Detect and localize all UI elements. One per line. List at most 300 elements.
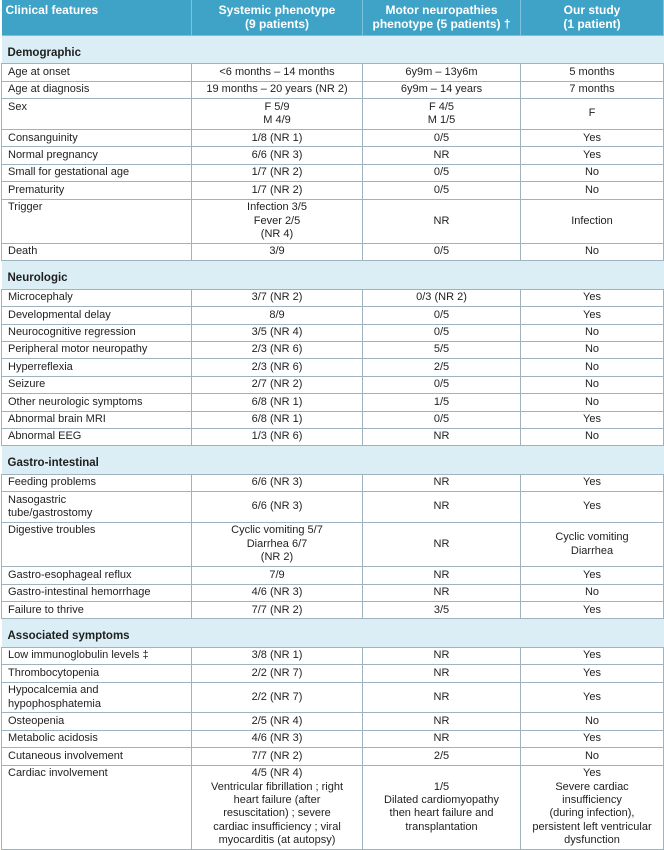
table-row — [2, 765, 664, 849]
cell-text: NR — [433, 476, 450, 489]
cell-text: 2/3 (NR 6) — [251, 360, 303, 373]
cell-motor — [363, 243, 521, 260]
section-title: Demographic — [2, 36, 664, 64]
cell-feature — [2, 164, 192, 181]
table-row — [2, 182, 664, 199]
cell-text: 0/5 — [433, 413, 450, 426]
cell-text: myocarditis (at autopsy) — [218, 834, 336, 847]
cell-motor — [363, 522, 521, 566]
cell-text: 1/5 — [433, 395, 450, 408]
cell-text: 6/6 (NR 3) — [251, 500, 303, 513]
cell-text: NR — [433, 586, 450, 599]
cell-feature — [2, 474, 192, 491]
cell-motor — [363, 602, 521, 619]
cell-text: NR — [433, 500, 450, 513]
cell-motor — [363, 748, 521, 765]
cell-ours — [521, 341, 664, 358]
header-label: Motor neuropathies — [385, 3, 498, 17]
cell-feature — [2, 522, 192, 566]
cell-text: M 4/9 — [263, 114, 291, 127]
cell-feature — [2, 81, 192, 98]
cell-text: 2/5 (NR 4) — [251, 714, 303, 727]
cell-text: Consanguinity — [8, 131, 78, 144]
cell-text: Digestive troubles — [8, 524, 96, 537]
cell-text: (NR 2) — [260, 551, 294, 564]
cell-feature — [2, 182, 192, 199]
cell-text: 7/9 — [269, 568, 285, 581]
cell-text: Sex — [8, 100, 27, 113]
cell-motor — [363, 199, 521, 243]
cell-text: 2/7 (NR 2) — [251, 378, 303, 391]
cell-motor — [363, 665, 521, 682]
cell-text: cardiac insufficiency ; viral — [213, 820, 341, 833]
cell-text: Osteopenia — [8, 714, 65, 727]
cell-systemic — [192, 147, 363, 164]
header-clinical-features — [2, 0, 192, 36]
cell-ours — [521, 584, 664, 601]
cell-systemic — [192, 376, 363, 393]
cell-text: 0/5 — [433, 183, 450, 196]
cell-motor — [363, 428, 521, 445]
cell-systemic — [192, 602, 363, 619]
cell-systemic — [192, 730, 363, 747]
header-label: Our study — [563, 3, 621, 17]
cell-text: 5/5 — [433, 343, 450, 356]
table-row — [2, 99, 664, 130]
cell-feature — [2, 411, 192, 428]
cell-text: Trigger — [8, 201, 43, 214]
cell-ours — [521, 289, 664, 306]
cell-systemic — [192, 199, 363, 243]
cell-text: Yes — [583, 131, 601, 144]
table-row — [2, 522, 664, 566]
cell-ours — [521, 765, 664, 849]
cell-ours — [521, 730, 664, 747]
cell-motor — [363, 682, 521, 713]
section-row — [2, 261, 664, 289]
cell-text: transplantation — [405, 820, 478, 833]
table-row — [2, 567, 664, 584]
table-row — [2, 164, 664, 181]
cell-text: 3/9 — [269, 245, 285, 258]
cell-text: Neurocognitive regression — [8, 326, 136, 338]
cell-feature — [2, 602, 192, 619]
cell-text: 3/8 (NR 1) — [251, 649, 303, 662]
cell-text: <6 months – 14 months — [219, 65, 335, 78]
section-row — [2, 36, 664, 64]
cell-text: Hyperreflexia — [8, 360, 73, 373]
section-title: Associated symptoms — [2, 619, 664, 647]
cell-ours — [521, 243, 664, 260]
section-title: Gastro-intestinal — [2, 446, 664, 474]
section-row — [2, 446, 664, 474]
cell-text: 1/8 (NR 1) — [251, 131, 303, 144]
cell-text: 0/3 (NR 2) — [416, 291, 467, 304]
cell-text: Yes — [583, 291, 601, 304]
cell-feature — [2, 682, 192, 713]
cell-text: Cardiac involvement — [8, 767, 108, 780]
cell-feature — [2, 748, 192, 765]
cell-text: Infection 3/5 — [247, 201, 307, 214]
cell-text: Yes — [583, 568, 601, 581]
cell-text: Abnormal EEG — [8, 430, 82, 443]
cell-text: Abnormal brain MRI — [8, 413, 106, 426]
cell-feature — [2, 130, 192, 147]
cell-systemic — [192, 359, 363, 376]
cell-text: then heart failure and — [389, 807, 494, 820]
table-row — [2, 307, 664, 324]
header-sublabel: (1 patient) — [563, 17, 621, 31]
cell-text: Thrombocytopenia — [8, 666, 100, 679]
cell-text: Seizure — [8, 378, 46, 391]
cell-text: F 5/9 — [264, 100, 290, 113]
cell-text: hypophosphatemia — [8, 697, 101, 710]
cell-text: Cutaneous involvement — [8, 749, 123, 762]
cell-text: 2/3 (NR 6) — [251, 343, 303, 356]
cell-ours — [521, 164, 664, 181]
clinical-features-table — [1, 0, 664, 850]
cell-text: F 4/5 — [428, 100, 455, 113]
cell-feature — [2, 428, 192, 445]
cell-feature — [2, 730, 192, 747]
cell-ours — [521, 647, 664, 664]
cell-feature — [2, 324, 192, 341]
cell-feature — [2, 492, 192, 523]
cell-text: No — [584, 395, 600, 408]
cell-text: Yes — [583, 649, 601, 662]
cell-ours — [521, 567, 664, 584]
cell-systemic — [192, 243, 363, 260]
cell-systemic — [192, 289, 363, 306]
cell-text: No — [584, 343, 600, 356]
cell-text: Gastro-intestinal hemorrhage — [8, 586, 151, 599]
header-sublabel: phenotype (5 patients) † — [372, 17, 511, 31]
cell-systemic — [192, 748, 363, 765]
cell-systemic — [192, 64, 363, 81]
cell-ours — [521, 307, 664, 324]
cell-feature — [2, 584, 192, 601]
cell-text: No — [584, 749, 600, 762]
cell-systemic — [192, 584, 363, 601]
cell-systemic — [192, 411, 363, 428]
cell-feature — [2, 307, 192, 324]
cell-text: NR — [433, 714, 450, 727]
cell-text: F — [588, 107, 596, 120]
cell-ours — [521, 602, 664, 619]
cell-motor — [363, 411, 521, 428]
cell-systemic — [192, 647, 363, 664]
cell-motor — [363, 359, 521, 376]
cell-ours — [521, 182, 664, 199]
table-row — [2, 64, 664, 81]
cell-text: Microcephaly — [8, 291, 73, 304]
cell-text: 4/6 (NR 3) — [251, 732, 303, 745]
cell-text: NR — [433, 214, 450, 227]
cell-text: 2/2 (NR 7) — [251, 690, 303, 703]
cell-systemic — [192, 130, 363, 147]
table-row — [2, 289, 664, 306]
table-row — [2, 682, 664, 713]
cell-systemic — [192, 324, 363, 341]
cell-text: Age at onset — [8, 65, 70, 78]
cell-ours — [521, 428, 664, 445]
cell-text: Other neurologic symptoms — [8, 395, 143, 408]
cell-feature — [2, 647, 192, 664]
cell-systemic — [192, 713, 363, 730]
cell-text: 0/5 — [433, 326, 450, 338]
cell-motor — [363, 324, 521, 341]
cell-text: No — [584, 586, 600, 599]
table-row — [2, 394, 664, 411]
table-row — [2, 730, 664, 747]
table-row — [2, 602, 664, 619]
cell-text: No — [584, 166, 600, 179]
table-row — [2, 647, 664, 664]
cell-text: NR — [433, 430, 450, 443]
cell-text: Gastro-esophageal reflux — [8, 568, 132, 581]
cell-text: Dilated cardiomyopathy — [384, 793, 499, 806]
cell-motor — [363, 81, 521, 98]
section-title: Neurologic — [2, 261, 664, 289]
cell-text: Yes — [583, 603, 601, 616]
cell-text: Failure to thrive — [8, 603, 84, 616]
cell-text: Infection — [571, 214, 613, 227]
cell-ours — [521, 411, 664, 428]
cell-text: No — [584, 360, 600, 373]
cell-text: 7/7 (NR 2) — [251, 749, 303, 762]
cell-ours — [521, 130, 664, 147]
cell-text: 0/5 — [433, 166, 450, 179]
cell-text: Nasogastric — [8, 493, 67, 506]
table-row — [2, 341, 664, 358]
cell-motor — [363, 130, 521, 147]
cell-text: NR — [433, 568, 450, 581]
cell-systemic — [192, 164, 363, 181]
cell-ours — [521, 474, 664, 491]
cell-text: NR — [433, 666, 450, 679]
cell-systemic — [192, 474, 363, 491]
cell-motor — [363, 647, 521, 664]
cell-text: Diarrhea 6/7 — [246, 537, 308, 550]
cell-systemic — [192, 182, 363, 199]
cell-motor — [363, 713, 521, 730]
table-body — [2, 36, 664, 850]
cell-text: Yes — [583, 767, 601, 780]
cell-systemic — [192, 567, 363, 584]
header-sublabel: (9 patients) — [244, 17, 309, 31]
cell-text: Yes — [583, 666, 601, 679]
cell-text: 1/5 — [433, 780, 450, 793]
cell-text: resuscitation) ; severe — [223, 807, 331, 820]
cell-text: 0/5 — [433, 378, 450, 391]
cell-text: 7/7 (NR 2) — [251, 603, 303, 616]
cell-text: NR — [433, 148, 450, 161]
cell-text: Fever 2/5 — [253, 214, 301, 227]
cell-systemic — [192, 665, 363, 682]
cell-ours — [521, 64, 664, 81]
cell-text: 6/6 (NR 3) — [251, 476, 303, 489]
cell-ours — [521, 147, 664, 164]
cell-text: Yes — [583, 148, 601, 161]
cell-text: Small for gestational age — [8, 166, 130, 179]
cell-text: 3/5 (NR 4) — [251, 326, 303, 338]
cell-ours — [521, 713, 664, 730]
cell-text: 1/7 (NR 2) — [251, 166, 303, 179]
cell-feature — [2, 665, 192, 682]
cell-ours — [521, 359, 664, 376]
cell-systemic — [192, 492, 363, 523]
cell-feature — [2, 359, 192, 376]
cell-text: Diarrhea — [570, 544, 614, 557]
cell-text: heart failure (after — [233, 793, 321, 806]
cell-motor — [363, 182, 521, 199]
cell-text: Ventricular fibrillation ; right — [210, 780, 344, 793]
cell-text: (NR 4) — [260, 227, 294, 240]
cell-motor — [363, 164, 521, 181]
cell-text: No — [584, 183, 600, 196]
cell-text: Yes — [583, 500, 601, 513]
cell-text: Yes — [583, 476, 601, 489]
cell-text: Cyclic vomiting — [555, 531, 629, 544]
cell-feature — [2, 394, 192, 411]
cell-text: Death — [8, 245, 38, 258]
cell-text: 2/2 (NR 7) — [251, 666, 303, 679]
cell-text: 1/7 (NR 2) — [251, 183, 303, 196]
header-label: Systemic phenotype — [218, 3, 336, 17]
header-row — [2, 0, 664, 36]
table-row — [2, 376, 664, 393]
table-row — [2, 130, 664, 147]
table-row — [2, 411, 664, 428]
cell-motor — [363, 584, 521, 601]
cell-ours — [521, 682, 664, 713]
cell-ours — [521, 748, 664, 765]
table-row — [2, 147, 664, 164]
header-systemic-phenotype — [192, 0, 363, 36]
cell-text: Yes — [583, 413, 601, 426]
cell-text: Prematurity — [8, 183, 65, 196]
cell-motor — [363, 567, 521, 584]
cell-text: Age at diagnosis — [8, 83, 90, 96]
cell-text: 5 months — [569, 65, 615, 78]
cell-text: Hypocalcemia and — [8, 684, 99, 697]
cell-text: 3/5 — [433, 603, 450, 616]
cell-systemic — [192, 522, 363, 566]
cell-feature — [2, 289, 192, 306]
cell-text: 1/3 (NR 6) — [251, 430, 303, 443]
cell-systemic — [192, 341, 363, 358]
cell-ours — [521, 199, 664, 243]
cell-systemic — [192, 307, 363, 324]
cell-feature — [2, 147, 192, 164]
table-row — [2, 324, 664, 341]
cell-text: Low immunoglobulin levels ‡ — [8, 649, 149, 662]
cell-feature — [2, 567, 192, 584]
cell-text: Developmental delay — [8, 308, 111, 321]
cell-text: No — [584, 714, 600, 727]
cell-systemic — [192, 428, 363, 445]
header-motor-neuropathies — [363, 0, 521, 36]
cell-text: Severe cardiac insufficiency — [555, 780, 629, 806]
cell-motor — [363, 147, 521, 164]
cell-text: No — [584, 430, 600, 443]
cell-text: 19 months – 20 years (NR 2) — [206, 83, 348, 96]
cell-text: Feeding problems — [8, 476, 97, 489]
cell-text: Cyclic vomiting 5/7 — [231, 524, 323, 537]
cell-text: persistent left ventricular — [532, 820, 652, 833]
cell-motor — [363, 765, 521, 849]
cell-systemic — [192, 682, 363, 713]
cell-text: 3/7 (NR 2) — [251, 291, 303, 304]
table-row — [2, 81, 664, 98]
cell-feature — [2, 99, 192, 130]
cell-feature — [2, 243, 192, 260]
cell-text: 6/8 (NR 1) — [251, 395, 303, 408]
cell-ours — [521, 665, 664, 682]
cell-text: (during infection), — [549, 807, 635, 820]
cell-ours — [521, 522, 664, 566]
cell-text: 0/5 — [433, 245, 450, 258]
cell-text: 6/6 (NR 3) — [251, 148, 303, 161]
cell-motor — [363, 289, 521, 306]
cell-text: 2/5 — [433, 749, 450, 762]
cell-motor — [363, 492, 521, 523]
cell-feature — [2, 765, 192, 849]
cell-motor — [363, 341, 521, 358]
cell-motor — [363, 307, 521, 324]
cell-text: NR — [433, 690, 450, 703]
cell-text: No — [584, 378, 600, 391]
cell-text: 8/9 — [269, 308, 285, 321]
table-row — [2, 748, 664, 765]
cell-text: 6y9m – 13y6m — [405, 65, 478, 78]
table-row — [2, 584, 664, 601]
cell-text: 0/5 — [433, 131, 450, 144]
cell-text: 4/5 (NR 4) — [251, 767, 303, 780]
cell-text: tube/gastrostomy — [8, 507, 93, 520]
header-our-study — [521, 0, 664, 36]
cell-systemic — [192, 765, 363, 849]
table-row — [2, 199, 664, 243]
table-row — [2, 492, 664, 523]
section-row — [2, 619, 664, 647]
header-label: Clinical features — [5, 3, 99, 17]
cell-feature — [2, 713, 192, 730]
cell-ours — [521, 376, 664, 393]
cell-motor — [363, 64, 521, 81]
table-row — [2, 474, 664, 491]
cell-text: Yes — [583, 690, 601, 703]
cell-text: Peripheral motor neuropathy — [8, 343, 148, 356]
table-row — [2, 713, 664, 730]
cell-text: 6y9m – 14 years — [400, 83, 483, 96]
cell-text: Metabolic acidosis — [8, 732, 98, 745]
cell-text: 2/5 — [433, 360, 450, 373]
table-row — [2, 243, 664, 260]
table-row — [2, 359, 664, 376]
cell-systemic — [192, 81, 363, 98]
cell-feature — [2, 64, 192, 81]
cell-systemic — [192, 99, 363, 130]
table-row — [2, 428, 664, 445]
cell-ours — [521, 492, 664, 523]
cell-text: NR — [433, 649, 450, 662]
cell-ours — [521, 324, 664, 341]
cell-motor — [363, 376, 521, 393]
cell-text: Normal pregnancy — [8, 148, 98, 161]
cell-text: M 1/5 — [427, 114, 456, 127]
cell-ours — [521, 99, 664, 130]
